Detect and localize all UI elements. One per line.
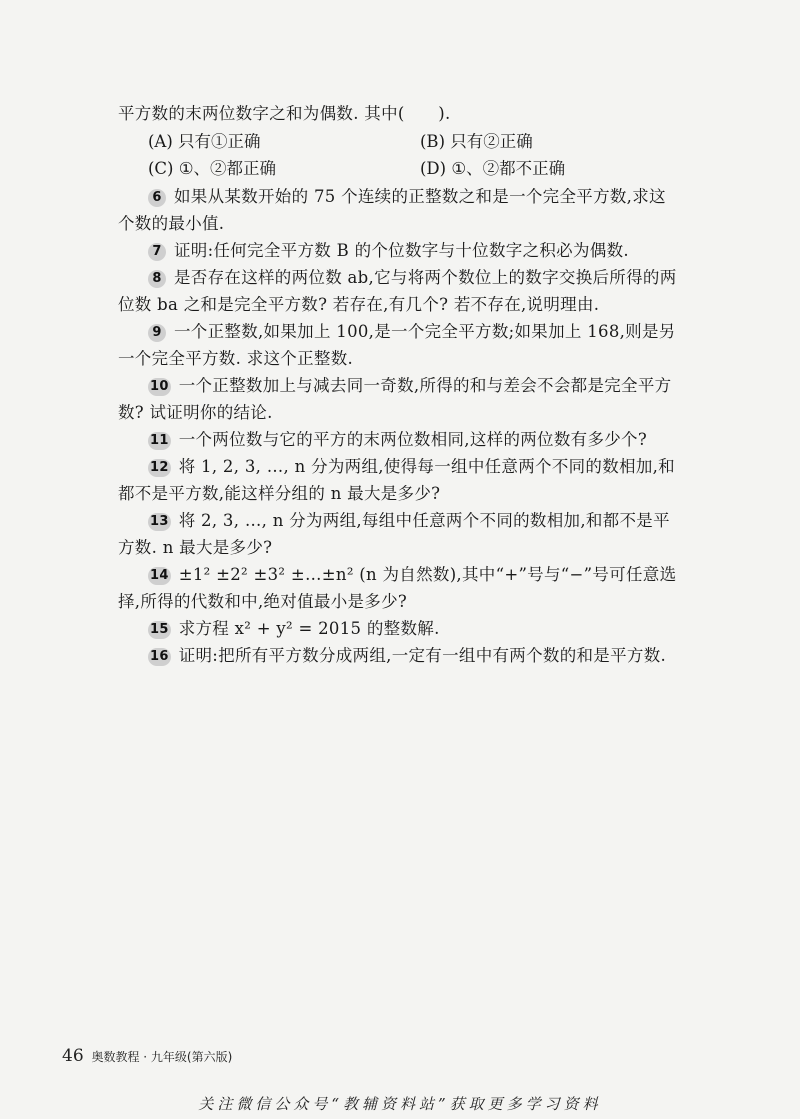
problem-number-badge: 8 xyxy=(148,270,166,288)
option-a: (A) 只有①正确 xyxy=(148,132,261,151)
page-footer xyxy=(62,1046,232,1066)
problem-text: 证明:任何完全平方数 B 的个位数字与十位数字之积必为偶数. xyxy=(174,241,629,260)
problem-number-badge: 15 xyxy=(150,622,169,637)
problem-10-cont: 数? 试证明你的结论. xyxy=(118,403,273,422)
problem-text: 是否存在这样的两位数 ab,它与将两个数位上的数字交换后所得的两 xyxy=(174,268,677,287)
problem-number-badge: 12 xyxy=(150,460,169,475)
problem-number-badge: 13 xyxy=(150,514,169,529)
problem-14-cont: 择,所得的代数和中,绝对值最小是多少? xyxy=(118,592,408,611)
problem-13-cont: 方数. n 最大是多少? xyxy=(118,538,273,557)
option-b: (B) 只有②正确 xyxy=(420,132,533,151)
problem-8-cont: 位数 ba 之和是完全平方数? 若存在,有几个? 若不存在,说明理由. xyxy=(118,295,600,314)
problem-9-cont: 一个完全平方数. 求这个正整数. xyxy=(118,349,354,368)
problem-text: 一个两位数与它的平方的末两位数相同,这样的两位数有多少个? xyxy=(178,430,647,449)
problem-number-badge: 16 xyxy=(150,649,169,664)
question-continuation: 平方数的末两位数字之和为偶数. 其中( ). xyxy=(118,104,451,123)
problem-text: 一个正整数,如果加上 100,是一个完全平方数;如果加上 168,则是另 xyxy=(174,322,676,341)
problem-11 xyxy=(148,429,698,451)
problem-text: 证明:把所有平方数分成两组,一定有一组中有两个数的和是平方数. xyxy=(178,646,667,665)
problem-15 xyxy=(148,618,698,640)
problem-text: 将 1, 2, 3, …, n 分为两组,使得每一组中任意两个不同的数相加,和 xyxy=(178,457,675,476)
problem-13 xyxy=(148,510,698,532)
problem-number-badge: 10 xyxy=(150,379,169,394)
problem-6 xyxy=(148,186,698,208)
problem-number-badge: 9 xyxy=(148,324,166,342)
problem-text: 将 2, 3, …, n 分为两组,每组中任意两个不同的数相加,和都不是平 xyxy=(178,511,670,530)
problem-8 xyxy=(148,267,698,289)
problem-text: 一个正整数加上与减去同一奇数,所得的和与差会不会都是完全平方 xyxy=(178,376,672,395)
option-c: (C) ①、②都正确 xyxy=(148,159,277,178)
problem-12 xyxy=(148,456,698,478)
problem-text: 如果从某数开始的 75 个连续的正整数之和是一个完全平方数,求这 xyxy=(174,187,666,206)
problem-9 xyxy=(148,321,698,343)
problem-number-badge: 14 xyxy=(150,568,169,583)
problem-16 xyxy=(148,645,698,667)
problem-10 xyxy=(148,375,698,397)
option-d: (D) ①、②都不正确 xyxy=(420,159,566,178)
problem-14 xyxy=(148,564,698,586)
page-number: 46 xyxy=(62,1046,84,1066)
problem-text: 求方程 x² + y² = 2015 的整数解. xyxy=(178,619,440,638)
book-title: 奥数教程 · 九年级(第六版) xyxy=(91,1050,233,1064)
problem-number-badge: 6 xyxy=(148,189,166,207)
problem-6-cont: 个数的最小值. xyxy=(118,214,225,233)
problem-number-badge: 11 xyxy=(150,433,169,448)
problem-7 xyxy=(148,240,698,262)
problem-text: ±1² ±2² ±3² ±…±n² (n 为自然数),其中“+”号与“−”号可任意选 xyxy=(178,565,677,584)
problem-number-badge: 7 xyxy=(148,243,166,261)
problem-12-cont: 都不是平方数,能这样分组的 n 最大是多少? xyxy=(118,484,441,503)
watermark-text: 关注微信公众号“教辅资料站”获取更多学习资料 xyxy=(198,1095,602,1113)
